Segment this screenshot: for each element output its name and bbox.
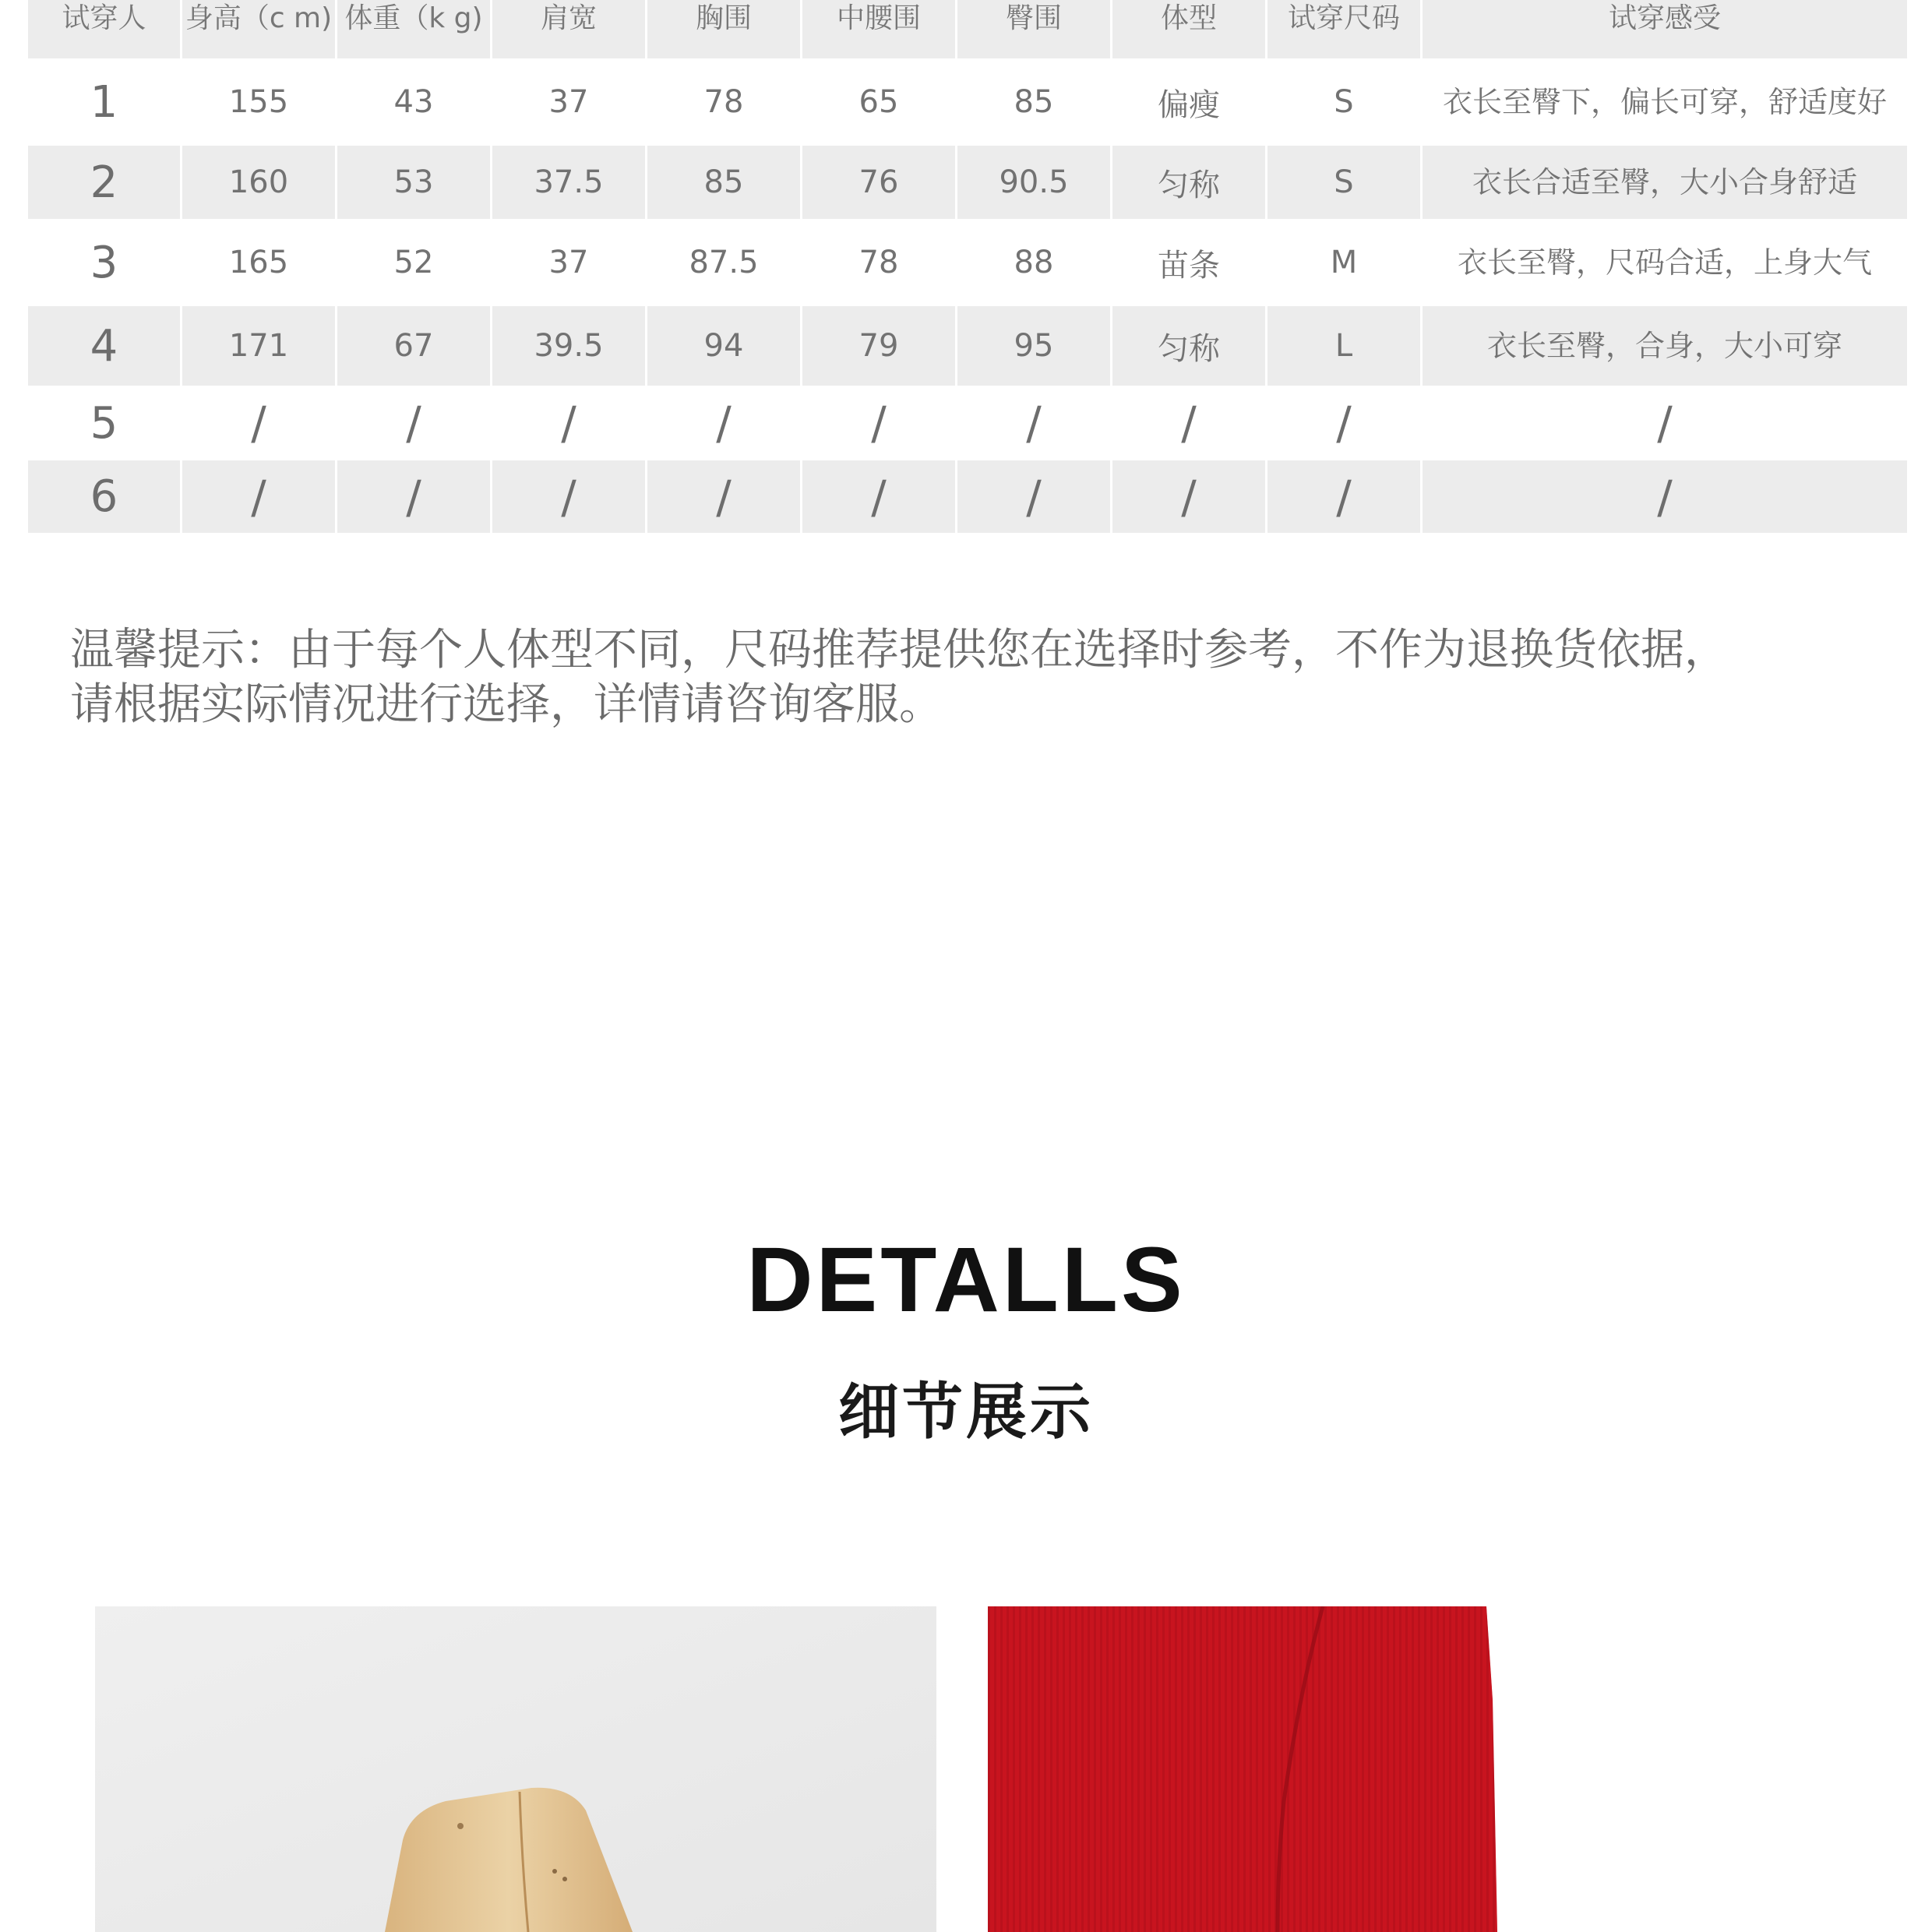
header-size: 试穿尺码 [1267,0,1422,58]
cell-person: 5 [27,386,182,460]
cell-shoulder: / [492,460,647,533]
cell-height: / [182,460,337,533]
cell-height: 155 [182,58,337,146]
cell-weight: 53 [337,146,492,219]
cell-body-type: / [1112,386,1267,460]
size-table [26,0,1909,533]
fabric-photo [988,1606,1831,1932]
header-chest: 胸围 [647,0,802,58]
tip-line-1: 温馨提示：由于每个人体型不同，尺码推荐提供您在选择时参考，不作为退换货依据， [70,625,1728,675]
cell-size: / [1267,386,1422,460]
cell-shoulder: / [492,386,647,460]
cell-person: 6 [27,460,182,533]
cell-feeling: 衣长至臀下，偏长可穿，舒适度好 [1422,58,1909,146]
cell-shoulder: 37 [492,58,647,146]
table-row [27,386,1909,460]
cell-weight: / [337,386,492,460]
table-row [27,58,1909,146]
cell-feeling: 衣长至臀，合身，大小可穿 [1422,306,1909,386]
cell-chest: / [647,460,802,533]
hanger-photo [95,1606,936,1932]
header-shoulder: 肩宽 [492,0,647,58]
table-row [27,219,1909,306]
wooden-hanger-image [95,1606,936,1932]
tip-line-2: 请根据实际情况进行选择，详情请咨询客服。 [70,679,943,730]
red-knit-fabric-image [988,1606,1831,1932]
header-person: 试穿人 [27,0,182,58]
header-feeling: 试穿感受 [1422,0,1909,58]
cell-shoulder: 37.5 [492,146,647,219]
cell-weight: 43 [337,58,492,146]
table-header-row [27,0,1909,58]
cell-chest: 94 [647,306,802,386]
cell-size: / [1267,460,1422,533]
cell-body-type: 匀称 [1112,146,1267,219]
cell-hip: 85 [957,58,1112,146]
cell-waist: 79 [802,306,957,386]
header-height: 身高（c m) [182,0,337,58]
cell-size: L [1267,306,1422,386]
cell-shoulder: 39.5 [492,306,647,386]
cell-weight: 52 [337,219,492,306]
cell-hip: 95 [957,306,1112,386]
cell-height: 160 [182,146,337,219]
cell-shoulder: 37 [492,219,647,306]
cell-person: 2 [27,146,182,219]
cell-size: S [1267,58,1422,146]
cell-height: 171 [182,306,337,386]
cell-body-type: / [1112,460,1267,533]
cell-waist: 78 [802,219,957,306]
table-row [27,460,1909,533]
header-body-type: 体型 [1112,0,1267,58]
cell-hip: / [957,386,1112,460]
cell-body-type: 偏瘦 [1112,58,1267,146]
header-weight: 体重（k g) [337,0,492,58]
cell-waist: 76 [802,146,957,219]
header-hip: 臀围 [957,0,1112,58]
header-waist: 中腰围 [802,0,957,58]
cell-hip: 90.5 [957,146,1112,219]
cell-chest: 87.5 [647,219,802,306]
cell-feeling: / [1422,460,1909,533]
cell-feeling: 衣长至臀，尺码合适，上身大气 [1422,219,1909,306]
cell-body-type: 匀称 [1112,306,1267,386]
table-row [27,146,1909,219]
cell-person: 1 [27,58,182,146]
cell-hip: / [957,460,1112,533]
cell-chest: 78 [647,58,802,146]
cell-size: M [1267,219,1422,306]
cell-chest: / [647,386,802,460]
cell-person: 3 [27,219,182,306]
size-tip [70,623,1862,732]
details-heading: DETALLS [746,1229,1186,1331]
cell-waist: 65 [802,58,957,146]
cell-height: 165 [182,219,337,306]
cell-waist: / [802,460,957,533]
details-subheading: 细节展示 [837,1377,1094,1447]
cell-weight: / [337,460,492,533]
cell-hip: 88 [957,219,1112,306]
cell-feeling: / [1422,386,1909,460]
cell-chest: 85 [647,146,802,219]
table-row [27,306,1909,386]
cell-height: / [182,386,337,460]
cell-person: 4 [27,306,182,386]
cell-body-type: 苗条 [1112,219,1267,306]
cell-size: S [1267,146,1422,219]
cell-waist: / [802,386,957,460]
cell-feeling: 衣长合适至臀，大小合身舒适 [1422,146,1909,219]
cell-weight: 67 [337,306,492,386]
